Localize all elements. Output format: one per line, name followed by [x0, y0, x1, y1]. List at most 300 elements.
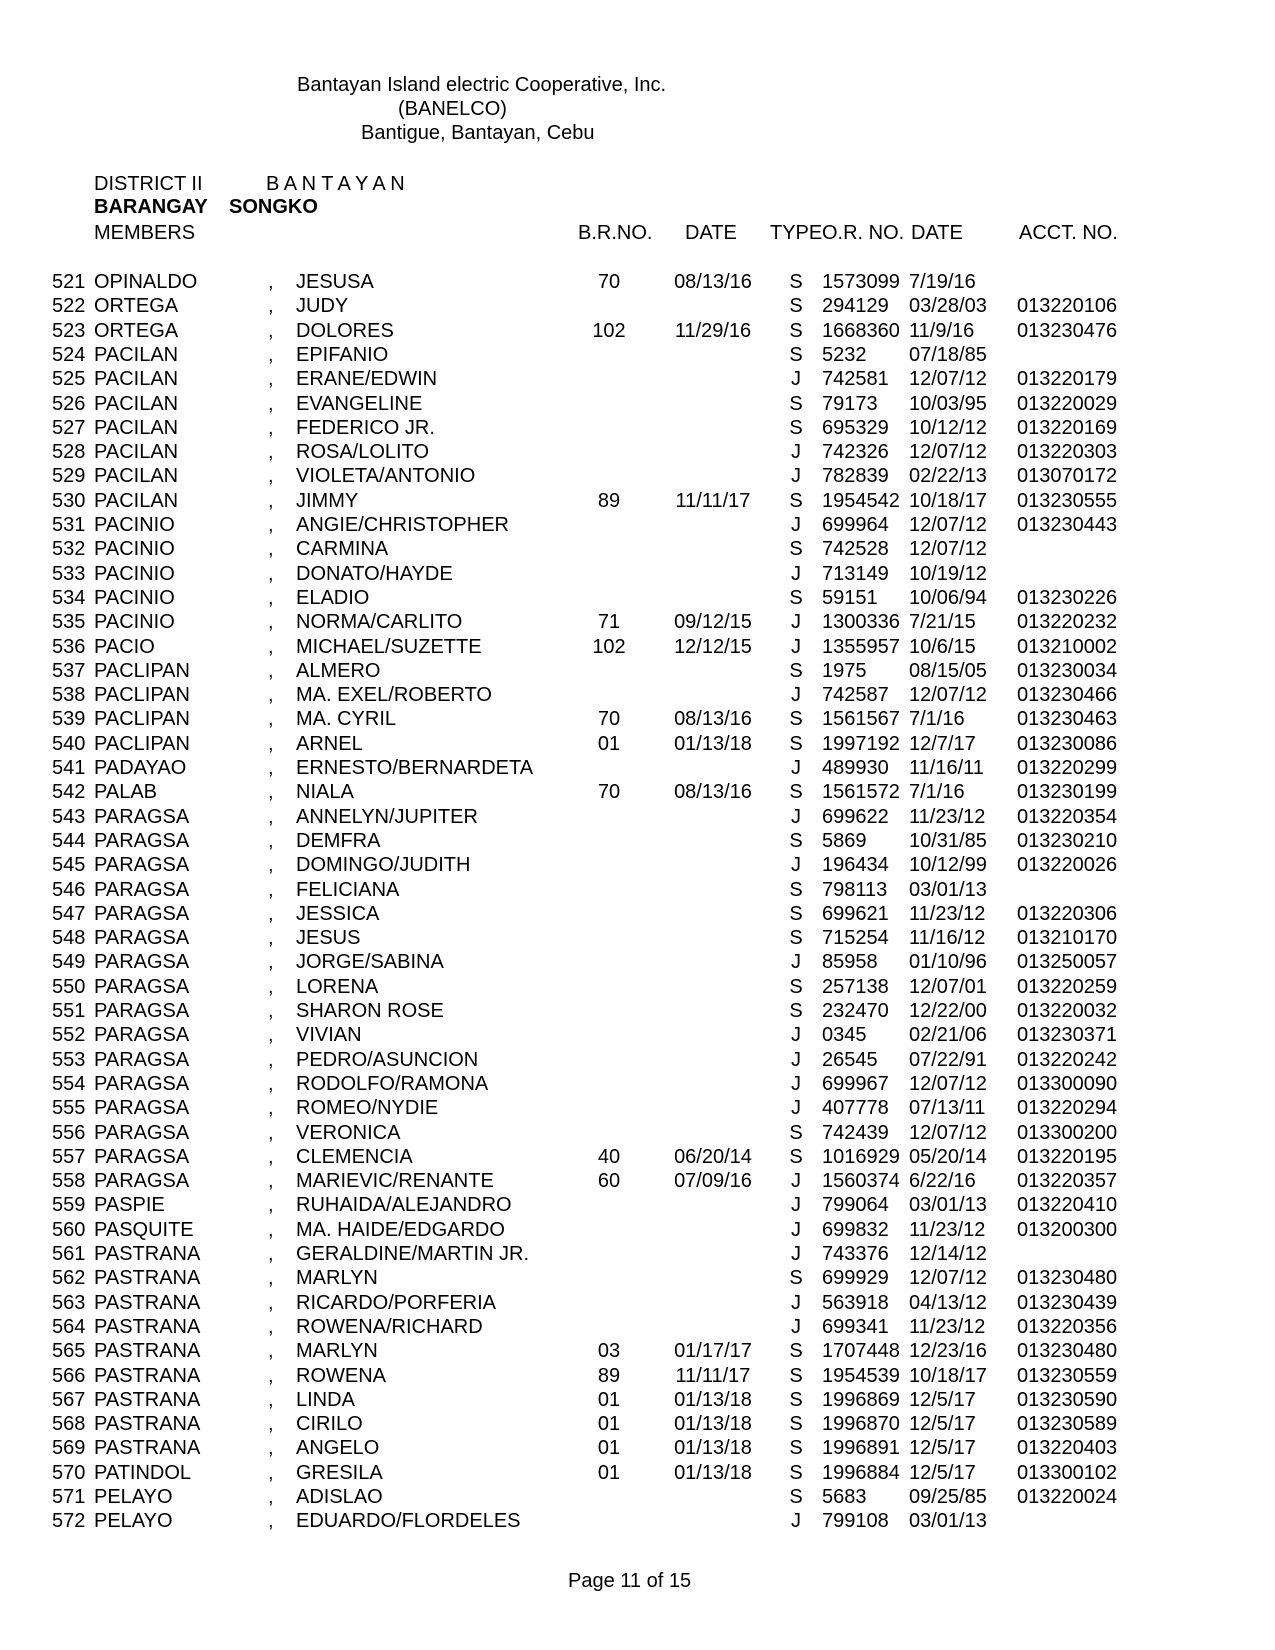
member-type: S: [789, 1461, 803, 1484]
col-members: MEMBERS: [94, 222, 196, 244]
table-row: [0, 902, 1275, 926]
or-number: 742528: [822, 538, 889, 561]
name-separator: ,: [268, 1315, 274, 1338]
or-date: 12/07/12: [909, 684, 987, 707]
member-last-name: PARAGSA: [94, 1145, 190, 1168]
table-row: [0, 1412, 1275, 1436]
member-first-name: EPIFANIO: [296, 343, 389, 366]
member-number: 567: [52, 1388, 86, 1411]
br-number: 102: [592, 319, 626, 342]
name-separator: ,: [268, 902, 274, 925]
district-label: DISTRICT II: [94, 173, 203, 195]
table-row: [0, 1096, 1275, 1120]
member-number: 521: [52, 271, 86, 293]
or-number: 1300336: [822, 611, 900, 634]
member-number: 523: [52, 319, 86, 342]
account-number: 013220299: [1017, 757, 1118, 779]
account-number: 013220026: [1017, 854, 1118, 877]
account-number: 013230086: [1017, 732, 1118, 755]
or-date: 10/19/12: [909, 562, 987, 585]
member-first-name: ADISLAO: [296, 1486, 383, 1508]
member-number: 562: [52, 1267, 86, 1290]
or-number: 1997192: [822, 732, 900, 755]
member-type: S: [789, 1000, 803, 1022]
name-separator: ,: [268, 319, 274, 342]
table-row: [0, 756, 1275, 780]
br-number: 70: [597, 708, 621, 731]
member-number: 547: [52, 902, 86, 925]
member-last-name: PACILAN: [94, 368, 179, 391]
or-number: 79173: [822, 392, 878, 415]
member-last-name: PACILAN: [94, 416, 179, 439]
member-last-name: PACINIO: [94, 586, 175, 609]
name-separator: ,: [268, 684, 274, 707]
member-number: 566: [52, 1364, 86, 1387]
name-separator: ,: [268, 343, 274, 366]
or-date: 11/16/11: [909, 757, 984, 779]
member-type: S: [789, 1340, 803, 1363]
member-type: S: [789, 1388, 803, 1411]
member-first-name: ROWENA/RICHARD: [296, 1315, 483, 1338]
or-date: 12/5/17: [909, 1388, 976, 1411]
member-number: 559: [52, 1194, 86, 1217]
member-number: 560: [52, 1218, 86, 1241]
br-number: 102: [592, 635, 626, 658]
table-row: [0, 367, 1275, 391]
member-first-name: VIOLETA/ANTONIO: [296, 465, 476, 488]
or-number: 742581: [822, 368, 889, 391]
member-first-name: VERONICA: [296, 1121, 401, 1144]
name-separator: ,: [268, 368, 274, 391]
member-type: J: [791, 805, 801, 828]
or-date: 04/13/12: [909, 1291, 987, 1314]
member-first-name: RUHAIDA/ALEJANDRO: [296, 1194, 512, 1217]
or-date: 10/12/12: [909, 416, 987, 439]
name-separator: ,: [268, 1437, 274, 1460]
member-number: 565: [52, 1340, 86, 1363]
or-date: 03/01/13: [909, 1194, 987, 1217]
member-type: J: [791, 1291, 801, 1314]
or-number: 1707448: [822, 1340, 900, 1363]
or-date: 12/07/12: [909, 514, 987, 536]
member-type: J: [791, 1170, 801, 1193]
name-separator: ,: [268, 1000, 274, 1022]
member-first-name: JIMMY: [296, 489, 359, 512]
member-type: S: [789, 1437, 803, 1460]
account-number: 013220195: [1017, 1145, 1118, 1168]
member-number: 558: [52, 1170, 86, 1193]
or-date: 05/20/14: [909, 1145, 987, 1168]
col-date: DATE: [685, 222, 737, 244]
or-number: 1975: [822, 659, 867, 682]
member-first-name: ERNESTO/BERNARDETA: [296, 757, 534, 779]
or-date: 02/22/13: [909, 465, 987, 488]
member-last-name: PATINDOL: [94, 1461, 192, 1484]
account-number: 013230466: [1017, 684, 1118, 707]
member-last-name: PASTRANA: [94, 1437, 201, 1460]
barangay-name: SONGKO: [229, 196, 318, 218]
or-number: 1561567: [822, 708, 900, 731]
br-date: 01/13/18: [674, 1461, 752, 1484]
or-number: 196434: [822, 854, 889, 877]
or-date: 01/10/96: [909, 951, 987, 974]
member-number: 571: [52, 1486, 86, 1508]
or-date: 12/14/12: [909, 1243, 987, 1265]
or-number: 5232: [822, 343, 867, 366]
account-number: 013230480: [1017, 1267, 1118, 1290]
member-number: 564: [52, 1315, 86, 1338]
member-type: J: [791, 1315, 801, 1338]
or-number: 0345: [822, 1024, 867, 1047]
member-number: 551: [52, 1000, 86, 1022]
member-number: 569: [52, 1437, 86, 1460]
member-last-name: OPINALDO: [94, 271, 198, 293]
member-type: S: [789, 1145, 803, 1168]
account-number: 013210170: [1017, 927, 1118, 950]
name-separator: ,: [268, 1388, 274, 1411]
org-name: Bantayan Island electric Cooperative, Inc.: [297, 74, 667, 96]
account-number: 013250057: [1017, 951, 1118, 974]
member-last-name: PALAB: [94, 781, 157, 804]
name-separator: ,: [268, 465, 274, 488]
name-separator: ,: [268, 1097, 274, 1120]
member-number: 526: [52, 392, 86, 415]
or-date: 11/9/16: [909, 319, 975, 342]
or-date: 07/18/85: [909, 343, 987, 366]
table-row: [0, 659, 1275, 683]
table-row: [0, 416, 1275, 440]
table-row: [0, 1048, 1275, 1072]
or-date: 11/23/12: [909, 1218, 986, 1241]
table-row: [0, 1023, 1275, 1047]
member-type: J: [791, 854, 801, 877]
account-number: 013220029: [1017, 392, 1118, 415]
or-number: 1996870: [822, 1413, 900, 1436]
member-type: J: [791, 1097, 801, 1120]
or-date: 7/19/16: [909, 271, 976, 293]
table-row: [0, 1145, 1275, 1169]
member-first-name: MA. EXEL/ROBERTO: [296, 684, 492, 707]
account-number: 013230034: [1017, 659, 1118, 682]
member-number: 530: [52, 489, 86, 512]
member-number: 553: [52, 1048, 86, 1071]
member-type: S: [789, 1413, 803, 1436]
name-separator: ,: [268, 538, 274, 561]
or-date: 6/22/16: [909, 1170, 976, 1193]
or-date: 10/31/85: [909, 829, 987, 852]
account-number: 013220024: [1017, 1486, 1118, 1508]
or-date: 11/23/12: [909, 1315, 986, 1338]
member-type: S: [789, 319, 803, 342]
br-number: 89: [597, 489, 621, 512]
member-number: 561: [52, 1243, 86, 1265]
or-number: 5869: [822, 829, 867, 852]
or-number: 782839: [822, 465, 889, 488]
table-row: [0, 853, 1275, 877]
or-number: 699929: [822, 1267, 889, 1290]
member-last-name: PARAGSA: [94, 975, 190, 998]
member-number: 522: [52, 295, 86, 318]
or-date: 12/07/01: [909, 975, 987, 998]
member-number: 527: [52, 416, 86, 439]
or-date: 07/22/91: [909, 1048, 987, 1071]
member-number: 533: [52, 562, 86, 585]
member-first-name: DEMFRA: [296, 829, 381, 852]
member-number: 550: [52, 975, 86, 998]
member-number: 546: [52, 878, 86, 901]
member-first-name: ERANE/EDWIN: [296, 368, 438, 391]
or-number: 713149: [822, 562, 889, 585]
member-type: J: [791, 684, 801, 707]
name-separator: ,: [268, 829, 274, 852]
member-type: S: [789, 975, 803, 998]
account-number: 013230463: [1017, 708, 1118, 731]
member-last-name: PASPIE: [94, 1194, 165, 1217]
account-number: 013230439: [1017, 1291, 1118, 1314]
account-number: 013220106: [1017, 295, 1118, 318]
member-last-name: PACILAN: [94, 441, 179, 464]
member-last-name: PARAGSA: [94, 878, 190, 901]
account-number: 013230371: [1017, 1024, 1118, 1047]
col-type: TYPE: [770, 222, 823, 244]
or-date: 12/07/12: [909, 368, 987, 391]
or-date: 03/01/13: [909, 878, 987, 901]
member-type: J: [791, 1243, 801, 1265]
member-last-name: PASTRANA: [94, 1340, 201, 1363]
table-row: [0, 1461, 1275, 1485]
name-separator: ,: [268, 951, 274, 974]
member-first-name: MA. CYRIL: [296, 708, 397, 731]
or-date: 10/18/17: [909, 1364, 987, 1387]
member-type: S: [789, 1364, 803, 1387]
table-row: [0, 1485, 1275, 1509]
member-first-name: JESUSA: [296, 271, 374, 293]
account-number: 013200300: [1017, 1218, 1118, 1241]
account-number: 013230476: [1017, 319, 1118, 342]
member-last-name: PARAGSA: [94, 951, 190, 974]
or-date: 11/23/12: [909, 902, 986, 925]
member-last-name: PASTRANA: [94, 1315, 201, 1338]
member-last-name: PARAGSA: [94, 854, 190, 877]
table-row: [0, 270, 1275, 294]
table-row: [0, 1315, 1275, 1339]
member-last-name: PASTRANA: [94, 1413, 201, 1436]
table-row: [0, 319, 1275, 343]
member-last-name: PARAGSA: [94, 1000, 190, 1022]
member-first-name: DOMINGO/JUDITH: [296, 854, 471, 877]
name-separator: ,: [268, 878, 274, 901]
table-row: [0, 950, 1275, 974]
account-number: 013220354: [1017, 805, 1118, 828]
account-number: 013230210: [1017, 829, 1118, 852]
name-separator: ,: [268, 1145, 274, 1168]
member-first-name: EVANGELINE: [296, 392, 423, 415]
table-row: [0, 975, 1275, 999]
account-number: 013220179: [1017, 368, 1118, 391]
or-number: 742587: [822, 684, 889, 707]
or-date: 7/1/16: [909, 781, 965, 804]
member-last-name: PASTRANA: [94, 1243, 201, 1265]
name-separator: ,: [268, 514, 274, 536]
member-type: J: [791, 368, 801, 391]
br-date: 01/13/18: [674, 1388, 752, 1411]
table-row: [0, 610, 1275, 634]
member-first-name: NIALA: [296, 781, 354, 804]
name-separator: ,: [268, 1364, 274, 1387]
name-separator: ,: [268, 1340, 274, 1363]
or-date: 12/22/00: [909, 1000, 987, 1022]
br-date: 01/13/18: [674, 732, 752, 755]
member-first-name: FEDERICO JR.: [296, 416, 435, 439]
table-row: [0, 294, 1275, 318]
member-last-name: PARAGSA: [94, 927, 190, 950]
account-number: 013220242: [1017, 1048, 1118, 1071]
or-number: 1954539: [822, 1364, 900, 1387]
member-last-name: PARAGSA: [94, 1048, 190, 1071]
table-row: [0, 683, 1275, 707]
name-separator: ,: [268, 1048, 274, 1071]
table-row: [0, 1364, 1275, 1388]
member-last-name: PACIO: [94, 635, 155, 658]
member-type: J: [791, 1072, 801, 1095]
account-number: 013220232: [1017, 611, 1118, 634]
name-separator: ,: [268, 1170, 274, 1193]
member-type: J: [791, 514, 801, 536]
member-first-name: ANGIE/CHRISTOPHER: [296, 514, 509, 536]
member-first-name: GRESILA: [296, 1461, 383, 1484]
member-type: S: [789, 1267, 803, 1290]
member-last-name: PACLIPAN: [94, 708, 190, 731]
member-last-name: PARAGSA: [94, 902, 190, 925]
member-number: 539: [52, 708, 86, 731]
member-number: 548: [52, 927, 86, 950]
or-number: 1355957: [822, 635, 900, 658]
table-row: [0, 464, 1275, 488]
name-separator: ,: [268, 1024, 274, 1047]
account-number: 013220303: [1017, 441, 1118, 464]
member-type: S: [789, 416, 803, 439]
table-row: [0, 513, 1275, 537]
member-last-name: PASQUITE: [94, 1218, 194, 1241]
member-type: S: [789, 489, 803, 512]
table-row: [0, 1388, 1275, 1412]
name-separator: ,: [268, 805, 274, 828]
or-date: 10/12/99: [909, 854, 987, 877]
account-number: 013230589: [1017, 1413, 1118, 1436]
member-first-name: ROMEO/NYDIE: [296, 1097, 439, 1120]
or-date: 09/25/85: [909, 1486, 987, 1508]
member-last-name: PARAGSA: [94, 1097, 190, 1120]
or-date: 10/06/94: [909, 586, 987, 609]
or-number: 232470: [822, 1000, 889, 1022]
br-number: 71: [597, 611, 621, 634]
member-number: 542: [52, 781, 86, 804]
or-number: 742326: [822, 441, 889, 464]
br-date: 09/12/15: [674, 611, 752, 634]
member-last-name: PACLIPAN: [94, 732, 190, 755]
member-first-name: MARLYN: [296, 1340, 378, 1363]
or-number: 699832: [822, 1218, 889, 1241]
table-row: [0, 707, 1275, 731]
member-first-name: LORENA: [296, 975, 379, 998]
member-number: 543: [52, 805, 86, 828]
member-number: 537: [52, 659, 86, 682]
or-number: 699964: [822, 514, 889, 536]
member-number: 556: [52, 1121, 86, 1144]
account-number: 013220032: [1017, 1000, 1118, 1022]
or-number: 799108: [822, 1510, 889, 1533]
account-number: 013230559: [1017, 1364, 1118, 1387]
member-last-name: PASTRANA: [94, 1267, 201, 1290]
member-number: 572: [52, 1510, 86, 1533]
name-separator: ,: [268, 708, 274, 731]
name-separator: ,: [268, 562, 274, 585]
member-last-name: PACLIPAN: [94, 659, 190, 682]
br-date: 08/13/16: [674, 271, 752, 293]
or-number: 5683: [822, 1486, 867, 1508]
member-last-name: PACINIO: [94, 538, 175, 561]
table-row: [0, 1193, 1275, 1217]
or-number: 699622: [822, 805, 889, 828]
member-type: S: [789, 538, 803, 561]
member-first-name: LINDA: [296, 1388, 355, 1411]
or-date: 12/07/12: [909, 1121, 987, 1144]
member-last-name: PACINIO: [94, 611, 175, 634]
account-number: 013230480: [1017, 1340, 1118, 1363]
or-number: 1996884: [822, 1461, 900, 1484]
member-first-name: EDUARDO/FLORDELES: [296, 1510, 521, 1533]
or-number: 699621: [822, 902, 889, 925]
name-separator: ,: [268, 659, 274, 682]
br-number: 01: [597, 732, 621, 755]
member-last-name: PARAGSA: [94, 1072, 190, 1095]
member-type: S: [789, 732, 803, 755]
or-number: 1573099: [822, 271, 900, 293]
br-number: 01: [597, 1437, 621, 1460]
name-separator: ,: [268, 1413, 274, 1436]
name-separator: ,: [268, 854, 274, 877]
col-acct-no: ACCT. NO.: [1019, 222, 1118, 244]
or-number: 257138: [822, 975, 889, 998]
member-last-name: PASTRANA: [94, 1388, 201, 1411]
member-number: 555: [52, 1097, 86, 1120]
member-first-name: MARLYN: [296, 1267, 378, 1290]
account-number: 013220403: [1017, 1437, 1118, 1460]
or-number: 294129: [822, 295, 889, 318]
or-number: 1996869: [822, 1388, 900, 1411]
org-address: Bantigue, Bantayan, Cebu: [361, 122, 595, 144]
member-type: J: [791, 441, 801, 464]
br-date: 08/13/16: [674, 781, 752, 804]
account-number: 013220410: [1017, 1194, 1118, 1217]
table-row: [0, 1242, 1275, 1266]
member-last-name: PACILAN: [94, 343, 179, 366]
member-number: 529: [52, 465, 86, 488]
member-number: 524: [52, 343, 86, 366]
br-number: 70: [597, 271, 621, 293]
table-row: [0, 805, 1275, 829]
member-type: S: [789, 586, 803, 609]
member-last-name: PARAGSA: [94, 1121, 190, 1144]
or-date: 12/5/17: [909, 1461, 976, 1484]
member-first-name: ANGELO: [296, 1437, 380, 1460]
member-type: S: [789, 392, 803, 415]
name-separator: ,: [268, 1194, 274, 1217]
name-separator: ,: [268, 1486, 274, 1508]
member-first-name: SHARON ROSE: [296, 1000, 444, 1022]
or-date: 12/7/17: [909, 732, 976, 755]
or-date: 12/5/17: [909, 1437, 976, 1460]
